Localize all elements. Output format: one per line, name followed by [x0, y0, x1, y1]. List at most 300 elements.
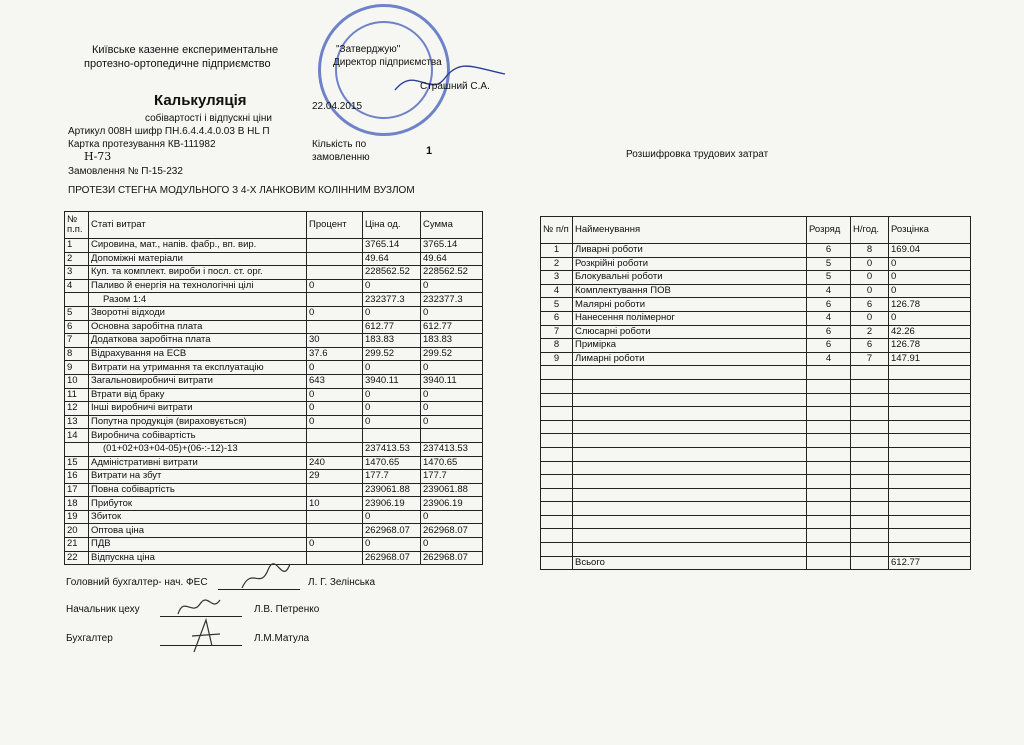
labor-table: [540, 216, 971, 570]
empty-cell: [807, 379, 851, 393]
empty-cell: [541, 502, 573, 516]
empty-cell: [889, 407, 971, 421]
empty-cell: [541, 379, 573, 393]
signature-role: Головний бухгалтер- нач. ФЕС: [66, 577, 208, 588]
empty-cell: [807, 556, 851, 570]
sum-cell: 177.7: [421, 470, 483, 484]
cost-item-cell: Основна заробітна плата: [89, 320, 307, 334]
rate-cell: 126.78: [889, 339, 971, 353]
hours-cell: 8: [851, 244, 889, 258]
empty-cell: [851, 556, 889, 570]
empty-cell: [573, 461, 807, 475]
document-title: Калькуляція: [154, 92, 247, 109]
empty-cell: [807, 447, 851, 461]
work-name-cell: Розкрійні роботи: [573, 257, 807, 271]
rate-cell: 0: [889, 311, 971, 325]
empty-cell: [573, 407, 807, 421]
empty-cell: [541, 529, 573, 543]
labor-table-header: [541, 217, 971, 244]
empty-cell: [889, 366, 971, 380]
cost-item-cell: Допоміжні матеріали: [89, 252, 307, 266]
empty-cell: [541, 366, 573, 380]
empty-row: [541, 488, 971, 502]
table-row: [65, 442, 483, 456]
unit-price-cell: 183.83: [363, 334, 421, 348]
unit-price-cell: 228562.52: [363, 266, 421, 280]
empty-cell: [573, 393, 807, 407]
sum-cell: 239061.88: [421, 483, 483, 497]
percent-cell: 240: [307, 456, 363, 470]
cost-item-cell: Куп. та комплект. вироби і посл. ст. орг.: [89, 266, 307, 280]
approval-text: "Затверджую": [336, 44, 401, 55]
order-number: Замовлення № П-15-232: [68, 166, 183, 177]
row-number-cell: 9: [541, 352, 573, 366]
empty-cell: [807, 407, 851, 421]
empty-cell: [541, 543, 573, 557]
empty-cell: [541, 556, 573, 570]
percent-cell: [307, 266, 363, 280]
article-code: Артикул 008Н шифр ПН.6.4.4.4.0.03 В HL П: [68, 126, 270, 137]
sum-cell: 1470.65: [421, 456, 483, 470]
percent-cell: 0: [307, 279, 363, 293]
cost-table-header: [65, 212, 483, 239]
work-name-cell: Примірка: [573, 339, 807, 353]
header-cell: Розряд: [807, 217, 851, 244]
percent-cell: 29: [307, 470, 363, 484]
empty-cell: [541, 488, 573, 502]
sum-cell: [421, 429, 483, 443]
empty-cell: [851, 488, 889, 502]
table-row: [65, 538, 483, 552]
header-cell: Процент: [307, 212, 363, 239]
signature-name: Л.В. Петренко: [254, 604, 320, 615]
table-row: [65, 334, 483, 348]
unit-price-cell: 3940.11: [363, 374, 421, 388]
cost-item-cell: Втрати від браку: [89, 388, 307, 402]
signature-name: Л.М.Матула: [254, 633, 310, 644]
percent-cell: [307, 551, 363, 565]
org-name-line2: протезно-ортопедичне підприємство: [84, 58, 271, 70]
empty-row: [541, 502, 971, 516]
handwritten-number: Н-73: [84, 150, 112, 163]
unit-price-cell: 49.64: [363, 252, 421, 266]
percent-cell: 0: [307, 538, 363, 552]
cost-item-cell: Оптова ціна: [89, 524, 307, 538]
sum-cell: 299.52: [421, 347, 483, 361]
percent-cell: [307, 510, 363, 524]
empty-row: [541, 529, 971, 543]
percent-cell: [307, 239, 363, 253]
grade-cell: 6: [807, 244, 851, 258]
row-number-cell: 15: [65, 456, 89, 470]
empty-cell: [807, 488, 851, 502]
unit-price-cell: 0: [363, 388, 421, 402]
table-row: [65, 510, 483, 524]
cost-item-cell: (01+02+03+04-05)+(06-:-12)-13: [89, 442, 307, 456]
empty-cell: [573, 502, 807, 516]
table-row: [541, 311, 971, 325]
rate-cell: 0: [889, 271, 971, 285]
unit-price-cell: 232377.3: [363, 293, 421, 307]
table-row: [65, 415, 483, 429]
table-row: [65, 266, 483, 280]
signature-role: Бухгалтер: [66, 633, 113, 644]
row-number-cell: 5: [65, 306, 89, 320]
row-number-cell: 2: [541, 257, 573, 271]
grade-cell: 5: [807, 257, 851, 271]
row-number-cell: 2: [65, 252, 89, 266]
empty-row: [541, 447, 971, 461]
row-number-cell: 5: [541, 298, 573, 312]
row-number-cell: 21: [65, 538, 89, 552]
unit-price-cell: 262968.07: [363, 524, 421, 538]
org-name-line1: Київське казенне експериментальне: [92, 44, 279, 56]
empty-cell: [851, 366, 889, 380]
empty-cell: [889, 488, 971, 502]
percent-cell: 643: [307, 374, 363, 388]
percent-cell: [307, 483, 363, 497]
work-name-cell: Лимарні роботи: [573, 352, 807, 366]
percent-cell: [307, 293, 363, 307]
header-cell: Сумма: [421, 212, 483, 239]
rate-cell: 147.91: [889, 352, 971, 366]
table-row: [65, 361, 483, 375]
row-number-cell: 7: [541, 325, 573, 339]
row-number-cell: 8: [541, 339, 573, 353]
table-row: [541, 284, 971, 298]
table-row: [541, 244, 971, 258]
grade-cell: 4: [807, 284, 851, 298]
empty-row: [541, 379, 971, 393]
unit-price-cell: 23906.19: [363, 497, 421, 511]
empty-cell: [807, 461, 851, 475]
empty-cell: [851, 502, 889, 516]
unit-price-cell: 262968.07: [363, 551, 421, 565]
percent-cell: 0: [307, 388, 363, 402]
table-row: [65, 524, 483, 538]
table-row: [541, 325, 971, 339]
signature-name: Л. Г. Зелінська: [308, 577, 376, 588]
approval-date: 22.04.2015: [312, 101, 363, 112]
table-row: [65, 497, 483, 511]
sum-cell: 23906.19: [421, 497, 483, 511]
empty-cell: [807, 529, 851, 543]
header-cell: Статі витрат: [89, 212, 307, 239]
table-row: [65, 429, 483, 443]
empty-cell: [851, 420, 889, 434]
empty-cell: [541, 461, 573, 475]
empty-row: [541, 420, 971, 434]
table-row: [65, 483, 483, 497]
sum-cell: 0: [421, 361, 483, 375]
empty-cell: [851, 543, 889, 557]
quantity-label-line2: замовленню: [312, 152, 370, 163]
quantity-value: 1: [426, 145, 433, 157]
empty-cell: [807, 475, 851, 489]
cost-table: [64, 211, 483, 565]
table-row: [65, 239, 483, 253]
hours-cell: 6: [851, 339, 889, 353]
director-signature: [390, 60, 510, 100]
cost-item-cell: Разом 1:4: [89, 293, 307, 307]
header-cell: № п/п: [541, 217, 573, 244]
empty-row: [541, 393, 971, 407]
empty-cell: [889, 502, 971, 516]
unit-price-cell: 0: [363, 538, 421, 552]
unit-price-cell: 0: [363, 279, 421, 293]
empty-cell: [541, 393, 573, 407]
signature-mark: [238, 560, 294, 594]
percent-cell: 30: [307, 334, 363, 348]
header-cell: Розцінка: [889, 217, 971, 244]
unit-price-cell: 0: [363, 361, 421, 375]
document-subtitle: собівартості і відпускні ціни: [145, 113, 272, 124]
row-number-cell: 6: [541, 311, 573, 325]
cost-item-cell: Збиток: [89, 510, 307, 524]
cost-item-cell: Зворотні відходи: [89, 306, 307, 320]
sum-cell: 232377.3: [421, 293, 483, 307]
unit-price-cell: 1470.65: [363, 456, 421, 470]
table-row: [65, 456, 483, 470]
cost-item-cell: Повна собівартість: [89, 483, 307, 497]
percent-cell: [307, 320, 363, 334]
sum-cell: 183.83: [421, 334, 483, 348]
empty-cell: [573, 475, 807, 489]
percent-cell: [307, 524, 363, 538]
empty-cell: [851, 529, 889, 543]
quantity-label-line1: Кількість по: [312, 139, 367, 150]
row-number-cell: 3: [65, 266, 89, 280]
row-number-cell: 1: [65, 239, 89, 253]
empty-row: [541, 407, 971, 421]
unit-price-cell: [363, 429, 421, 443]
cost-item-cell: Сировина, мат., напів. фабр., вп. вир.: [89, 239, 307, 253]
row-number-cell: 1: [541, 244, 573, 258]
percent-cell: [307, 442, 363, 456]
empty-cell: [851, 447, 889, 461]
work-name-cell: Блокувальні роботи: [573, 271, 807, 285]
work-name-cell: Нанесення полімерног: [573, 311, 807, 325]
hours-cell: 0: [851, 271, 889, 285]
empty-cell: [889, 393, 971, 407]
row-number-cell: 12: [65, 402, 89, 416]
approval-director: Директор підприємства: [333, 57, 442, 68]
cost-item-cell: Прибуток: [89, 497, 307, 511]
empty-cell: [851, 393, 889, 407]
empty-cell: [807, 502, 851, 516]
prosthesis-card: Картка протезування КВ-111982: [68, 139, 216, 150]
sum-cell: 612.77: [421, 320, 483, 334]
table-row: [65, 279, 483, 293]
empty-cell: [573, 434, 807, 448]
signature-role: Начальник цеху: [66, 604, 140, 615]
sum-cell: 0: [421, 510, 483, 524]
unit-price-cell: 612.77: [363, 320, 421, 334]
sum-cell: 0: [421, 402, 483, 416]
empty-row: [541, 461, 971, 475]
cost-item-cell: Відрахування на ЕСВ: [89, 347, 307, 361]
work-name-cell: Комплектування ПОВ: [573, 284, 807, 298]
total-label-cell: Всього: [573, 556, 807, 570]
empty-cell: [541, 434, 573, 448]
row-number-cell: 10: [65, 374, 89, 388]
row-number-cell: 16: [65, 470, 89, 484]
cost-item-cell: ПДВ: [89, 538, 307, 552]
cost-item-cell: Додаткова заробітна плата: [89, 334, 307, 348]
hours-cell: 2: [851, 325, 889, 339]
header-cell: Н/год.: [851, 217, 889, 244]
empty-cell: [851, 434, 889, 448]
percent-cell: 0: [307, 361, 363, 375]
cost-item-cell: Виробнича собівартість: [89, 429, 307, 443]
row-number-cell: 11: [65, 388, 89, 402]
empty-row: [541, 434, 971, 448]
empty-row: [541, 366, 971, 380]
empty-cell: [889, 529, 971, 543]
row-number-cell: 4: [541, 284, 573, 298]
empty-row: [541, 515, 971, 529]
row-number-cell: [65, 293, 89, 307]
row-number-cell: 22: [65, 551, 89, 565]
table-row: [541, 339, 971, 353]
percent-cell: [307, 252, 363, 266]
empty-cell: [573, 543, 807, 557]
unit-price-cell: 237413.53: [363, 442, 421, 456]
unit-price-cell: 3765.14: [363, 239, 421, 253]
empty-cell: [807, 543, 851, 557]
row-number-cell: 9: [65, 361, 89, 375]
grade-cell: 4: [807, 352, 851, 366]
percent-cell: 0: [307, 306, 363, 320]
row-number-cell: 18: [65, 497, 89, 511]
unit-price-cell: 239061.88: [363, 483, 421, 497]
hours-cell: 0: [851, 284, 889, 298]
header-cell: Найменування: [573, 217, 807, 244]
row-number-cell: 7: [65, 334, 89, 348]
empty-cell: [573, 366, 807, 380]
unit-price-cell: 0: [363, 415, 421, 429]
empty-cell: [573, 515, 807, 529]
table-row: [541, 298, 971, 312]
grade-cell: 4: [807, 311, 851, 325]
work-name-cell: Малярні роботи: [573, 298, 807, 312]
empty-cell: [573, 447, 807, 461]
sum-cell: 0: [421, 415, 483, 429]
row-number-cell: 4: [65, 279, 89, 293]
table-row: [541, 352, 971, 366]
table-row: [65, 374, 483, 388]
row-number-cell: 20: [65, 524, 89, 538]
table-row: [65, 470, 483, 484]
empty-cell: [889, 475, 971, 489]
rate-cell: 42.26: [889, 325, 971, 339]
table-row: [65, 388, 483, 402]
empty-cell: [889, 379, 971, 393]
percent-cell: 37.6: [307, 347, 363, 361]
grade-cell: 6: [807, 339, 851, 353]
hours-cell: 0: [851, 311, 889, 325]
percent-cell: 0: [307, 415, 363, 429]
unit-price-cell: 299.52: [363, 347, 421, 361]
row-number-cell: [65, 442, 89, 456]
empty-cell: [807, 515, 851, 529]
empty-cell: [573, 379, 807, 393]
empty-cell: [807, 420, 851, 434]
sum-cell: 0: [421, 306, 483, 320]
empty-cell: [851, 379, 889, 393]
sum-cell: 237413.53: [421, 442, 483, 456]
empty-cell: [807, 393, 851, 407]
empty-cell: [889, 447, 971, 461]
cost-item-cell: Попутна продукція (вираховується): [89, 415, 307, 429]
total-row: [541, 556, 971, 570]
cost-item-cell: Витрати на збут: [89, 470, 307, 484]
row-number-cell: 8: [65, 347, 89, 361]
cost-item-cell: Загальновиробничі витрати: [89, 374, 307, 388]
unit-price-cell: 0: [363, 402, 421, 416]
percent-cell: 10: [307, 497, 363, 511]
hours-cell: 7: [851, 352, 889, 366]
grade-cell: 6: [807, 298, 851, 312]
table-row: [541, 257, 971, 271]
percent-cell: 0: [307, 402, 363, 416]
approval-name: Страшний С.А.: [420, 81, 490, 92]
sum-cell: 262968.07: [421, 524, 483, 538]
rate-cell: 0: [889, 284, 971, 298]
empty-cell: [541, 447, 573, 461]
sum-cell: 0: [421, 279, 483, 293]
grade-cell: 5: [807, 271, 851, 285]
empty-cell: [851, 515, 889, 529]
empty-cell: [851, 475, 889, 489]
empty-cell: [807, 366, 851, 380]
empty-row: [541, 475, 971, 489]
empty-cell: [851, 461, 889, 475]
cost-item-cell: Адміністративні витрати: [89, 456, 307, 470]
empty-cell: [573, 488, 807, 502]
sum-cell: 49.64: [421, 252, 483, 266]
sum-cell: 0: [421, 538, 483, 552]
grade-cell: 6: [807, 325, 851, 339]
empty-cell: [573, 529, 807, 543]
sum-cell: 3765.14: [421, 239, 483, 253]
rate-cell: 126.78: [889, 298, 971, 312]
unit-price-cell: 0: [363, 306, 421, 320]
product-name: ПРОТЕЗИ СТЕГНА МОДУЛЬНОГО З 4-Х ЛАНКОВИМ КОЛІННИМ ВУЗЛОМ: [68, 185, 415, 196]
row-number-cell: 6: [65, 320, 89, 334]
sum-cell: 3940.11: [421, 374, 483, 388]
table-row: [65, 320, 483, 334]
hours-cell: 0: [851, 257, 889, 271]
table-row: [541, 271, 971, 285]
total-value-cell: 612.77: [889, 556, 971, 570]
work-name-cell: Ливарні роботи: [573, 244, 807, 258]
table-row: [65, 293, 483, 307]
signature-mark: [186, 616, 226, 656]
empty-cell: [851, 407, 889, 421]
row-number-cell: 17: [65, 483, 89, 497]
table-row: [65, 402, 483, 416]
row-number-cell: 13: [65, 415, 89, 429]
empty-cell: [889, 543, 971, 557]
table-row: [65, 306, 483, 320]
cost-item-cell: Відпускна ціна: [89, 551, 307, 565]
rate-cell: 0: [889, 257, 971, 271]
empty-row: [541, 543, 971, 557]
empty-cell: [541, 407, 573, 421]
empty-cell: [541, 475, 573, 489]
header-cell: Ціна од.: [363, 212, 421, 239]
